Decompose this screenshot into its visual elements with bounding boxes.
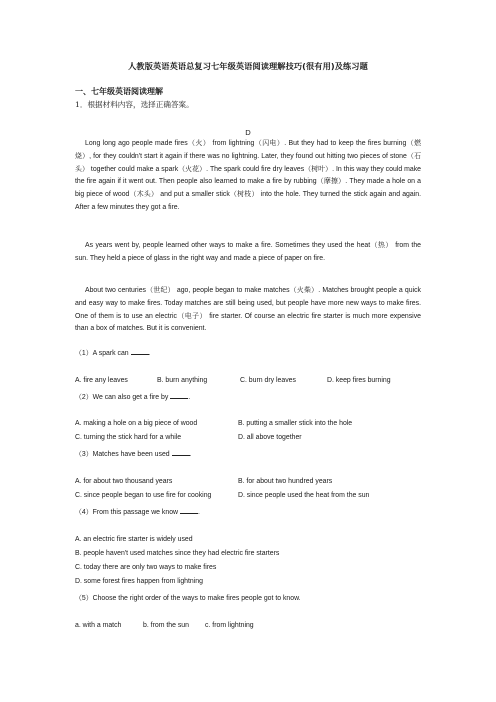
q1-option-b[interactable]: B. burn anything xyxy=(157,377,208,384)
q1-option-d[interactable]: D. keep fires burning xyxy=(327,377,391,384)
q2-option-d[interactable]: D. all above together xyxy=(238,434,302,441)
answer-blank xyxy=(131,347,149,355)
answer-blank xyxy=(180,506,198,514)
q5-option-b[interactable]: b. from the sun xyxy=(143,622,189,629)
question-4-stem: （4）From this passage we know . xyxy=(75,506,200,516)
q5-option-a[interactable]: a. with a match xyxy=(75,622,122,629)
question-5-stem: （5）Choose the right order of the ways to make fires people got to know. xyxy=(75,595,301,602)
question-number: 1． xyxy=(75,100,88,109)
q2-option-c[interactable]: C. turning the stick hard for a while xyxy=(75,434,182,441)
q3-option-b[interactable]: B. for about two hundred years xyxy=(238,478,333,485)
passage-letter: D xyxy=(245,128,251,137)
instruction-text: 根据材料内容，选择正确答案。 xyxy=(87,100,194,109)
q5-option-c[interactable]: c. from lightning xyxy=(205,622,254,629)
q3-option-c[interactable]: C. since people began to use fire for cooking xyxy=(75,492,212,499)
q4-option-c[interactable]: C. today there are only two ways to make fires xyxy=(75,564,217,571)
passage-paragraph-2: As years went by, people learned other ways to make a fire. Sometimes they used the heat（热） from the sun. They held a piece of glass in the right way and made a piece of paper on fire. xyxy=(75,242,421,262)
q2-option-b[interactable]: B. putting a smaller stick into the hole xyxy=(238,420,353,427)
q1-option-a[interactable]: A. fire any leaves xyxy=(75,377,128,384)
answer-blank xyxy=(170,391,188,399)
document-title: 人教版英语英语总复习七年级英语阅读理解技巧(很有用)及练习题 xyxy=(128,61,368,71)
passage-paragraph-1: Long long ago people made fires（火） from lightning（闪电）. But they had to keep the fires burning（燃烧）, for they couldn't start it again if there was no lightning. Later, they found out hitting two pieces of stone（石头） together could make a spark（火花）. The spark could fire dry leaves（树叶）. In this way they could make the fire again if it went out. Then people also learned to make a fire by rubbing（摩擦）. They made a hole on a big piece of wood（木头） and put a smaller stick（树枝） into the hole. They turned the stick again and again. After a few minutes they got a fire. xyxy=(75,140,421,211)
q4-option-b[interactable]: B. people haven't used matches since they had electric fire starters xyxy=(75,550,280,557)
answer-blank xyxy=(172,448,190,456)
section-heading: 一、七年级英语阅读理解 xyxy=(75,87,163,96)
q3-option-d[interactable]: D. since people used the heat from the sun xyxy=(238,492,370,499)
q4-option-d[interactable]: D. some forest fires happen from lightning xyxy=(75,578,203,585)
passage-paragraph-3: About two centuries（世纪） ago, people began to make matches（火柴）. Matches brought people a quick and easy way to make fires. Today matches are still being used, but people have more new ways to make fires. One of them is to use an electric（电子） fire starter. Of course an electric fire starter is much more expensive than a box of matches. But it is convenient. xyxy=(75,287,421,333)
q1-option-c[interactable]: C. burn dry leaves xyxy=(240,377,296,384)
question-2-stem: （2）We can also get a fire by . xyxy=(75,391,190,401)
question-1-stem: （1）A spark can . xyxy=(75,347,150,357)
q2-option-a[interactable]: A. making a hole on a big piece of wood xyxy=(75,420,198,427)
q4-option-a[interactable]: A. an electric fire starter is widely used xyxy=(75,536,193,543)
question-3-stem: （3）Matches have been used . xyxy=(75,448,191,458)
question-instruction xyxy=(75,99,194,110)
q3-option-a[interactable]: A. for about two thousand years xyxy=(75,478,173,485)
